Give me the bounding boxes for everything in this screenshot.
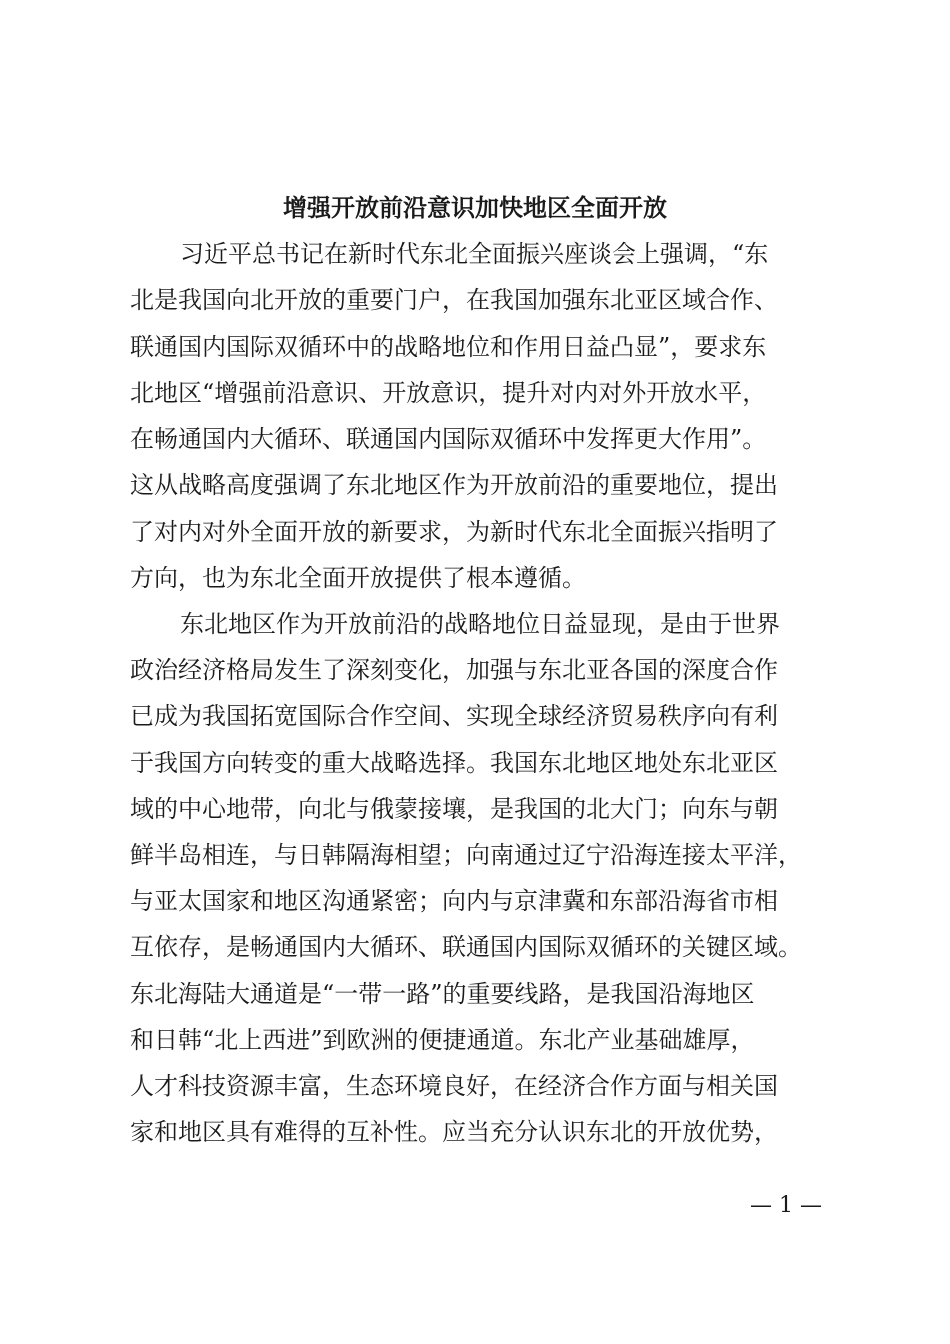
text-line: 互依存，是畅通国内大循环、联通国内国际双循环的关键区域。 bbox=[130, 933, 802, 961]
text-line: 和日韩“北上西进”到欧洲的便捷通道。东北产业基础雄厚， bbox=[130, 1026, 755, 1054]
text-line: 于我国方向转变的重大战略选择。我国东北地区地处东北亚区 bbox=[130, 749, 778, 777]
text-line: 家和地区具有难得的互补性。应当充分认识东北的开放优势， bbox=[130, 1118, 778, 1146]
text-line: 域的中心地带，向北与俄蒙接壤，是我国的北大门；向东与朝 bbox=[130, 795, 778, 823]
text-line: 东北地区作为开放前沿的战略地位日益显现，是由于世界 bbox=[180, 610, 780, 638]
text-line: 了对内对外全面开放的新要求，为新时代东北全面振兴指明了 bbox=[130, 518, 778, 546]
text-line: 北是我国向北开放的重要门户，在我国加强东北亚区域合作、 bbox=[130, 286, 778, 314]
text-line: 东北海陆大通道是“一带一路”的重要线路，是我国沿海地区 bbox=[130, 980, 755, 1008]
text-line: 政治经济格局发生了深刻变化，加强与东北亚各国的深度合作 bbox=[130, 656, 778, 684]
text-line: 鲜半岛相连，与日韩隔海相望；向南通过辽宁沿海连接太平洋， bbox=[130, 841, 802, 869]
text-line: 与亚太国家和地区沟通紧密；向内与京津冀和东部沿海省市相 bbox=[130, 887, 778, 915]
text-line: 已成为我国拓宽国际合作空间、实现全球经济贸易秩序向有利 bbox=[130, 702, 778, 730]
document-title: 增强开放前沿意识加快地区全面开放 bbox=[283, 193, 667, 222]
text-line: 联通国内国际双循环中的战略地位和作用日益凸显”，要求东 bbox=[130, 333, 767, 361]
text-line: 北地区“增强前沿意识、开放意识，提升对内对外开放水平， bbox=[130, 379, 767, 407]
page-number-text: — 1 — bbox=[750, 1193, 822, 1218]
text-line: 这从战略高度强调了东北地区作为开放前沿的重要地位，提出 bbox=[130, 471, 778, 499]
text-line: 在畅通国内大循环、联通国内国际双循环中发挥更大作用”。 bbox=[130, 425, 767, 453]
text-line: 方向，也为东北全面开放提供了根本遵循。 bbox=[130, 564, 586, 592]
text-line: 人才科技资源丰富，生态环境良好，在经济合作方面与相关国 bbox=[130, 1072, 778, 1100]
text-line: 习近平总书记在新时代东北全面振兴座谈会上强调，“东 bbox=[180, 240, 769, 268]
